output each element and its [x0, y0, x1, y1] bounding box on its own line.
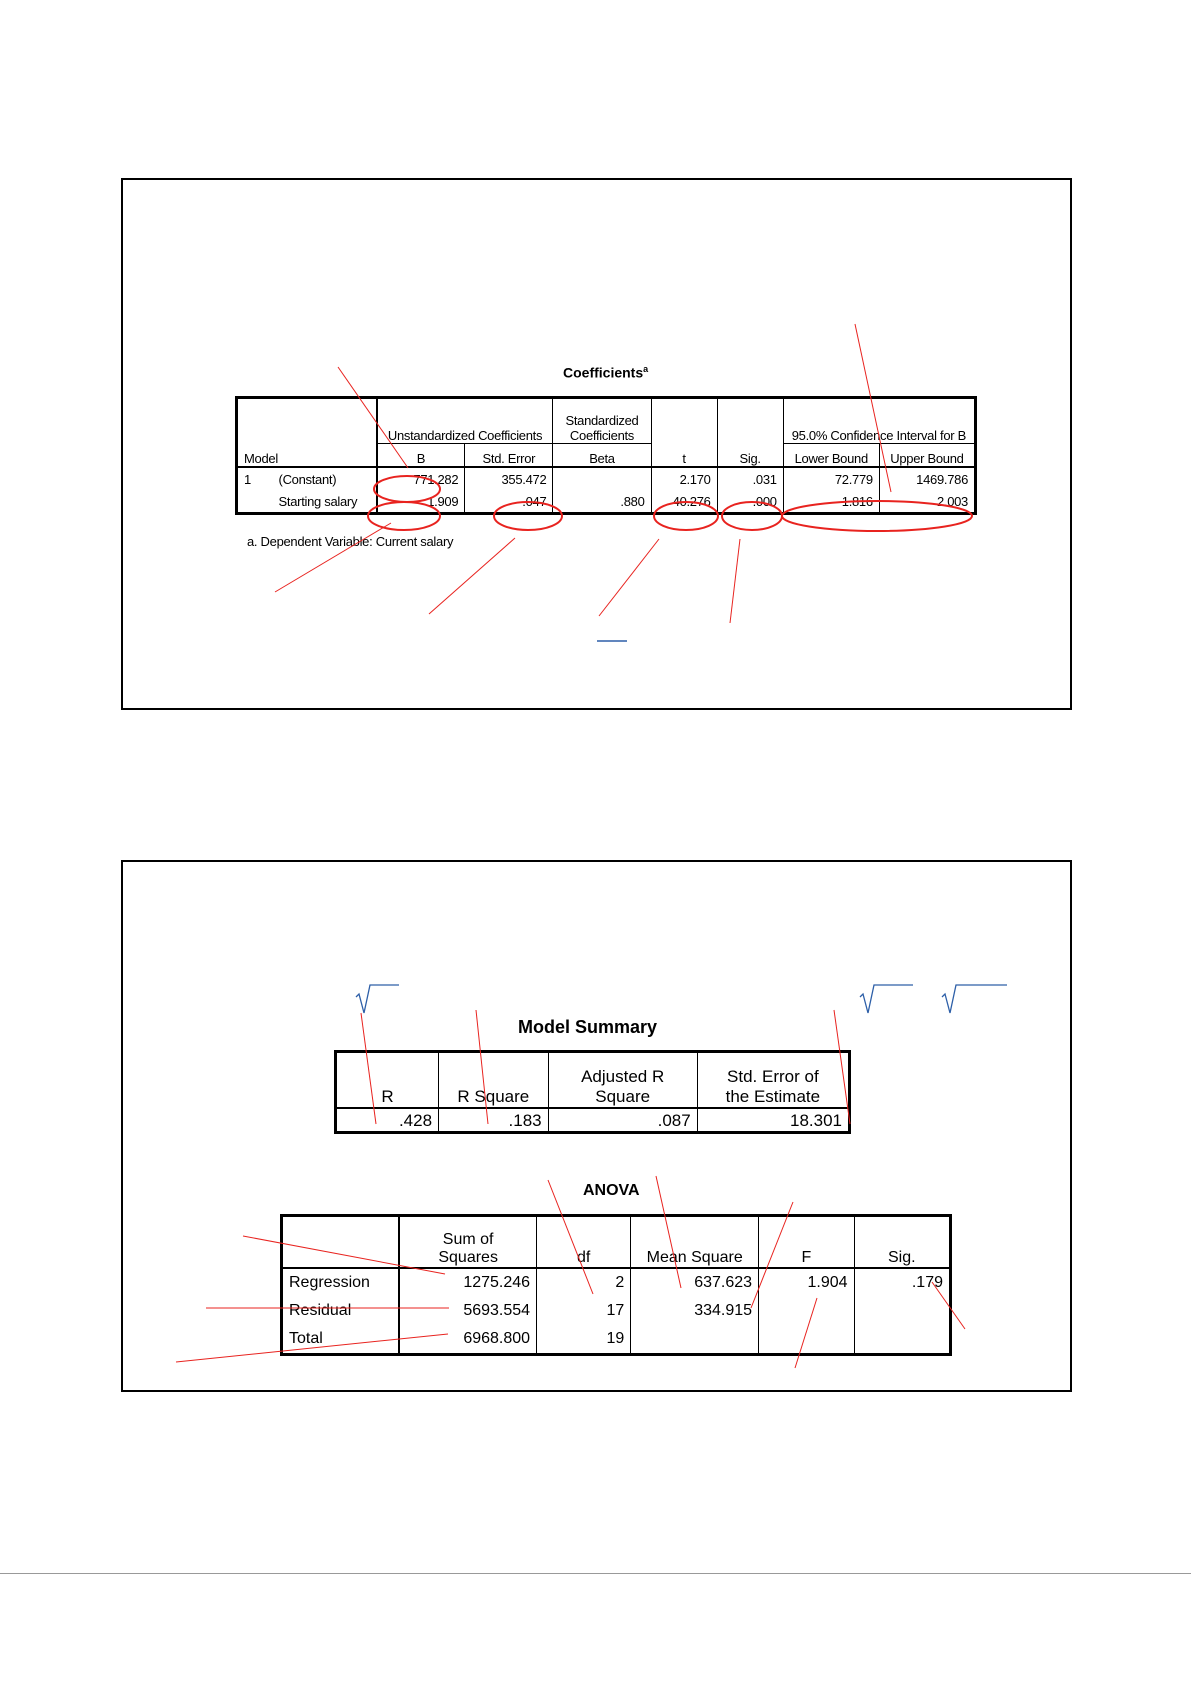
- annotation-line: [730, 539, 740, 623]
- coefficients-title-sup: a: [643, 364, 649, 374]
- highlight-ellipse: [368, 502, 440, 530]
- highlight-ellipse: [654, 502, 718, 530]
- highlight-ellipse: [494, 502, 562, 530]
- annotation-line: [176, 1334, 448, 1362]
- sqrt-symbol-icon: [942, 985, 1007, 1013]
- sqrt-symbol-icon: [356, 985, 399, 1013]
- row-label: Total: [282, 1325, 400, 1355]
- highlight-ellipse: [722, 502, 782, 530]
- cell-lower-bound: 72.779: [783, 467, 879, 490]
- annotation-line: [275, 523, 391, 592]
- annotation-line: [656, 1176, 681, 1288]
- anova-title: ANOVA: [583, 1182, 640, 1199]
- header-sum-line1: Sum of: [442, 1231, 494, 1248]
- model-summary-title: Model Summary: [518, 1017, 658, 1037]
- coefficients-slide: [121, 178, 1072, 710]
- cell-df: 17: [537, 1297, 631, 1325]
- model-number: 1: [244, 471, 251, 487]
- cell-lower-bound: 1.816: [783, 490, 879, 514]
- cell-std-error-estimate: 18.301: [697, 1108, 849, 1133]
- cell-df: 19: [537, 1325, 631, 1355]
- annotation-line: [855, 324, 891, 492]
- header-t: t: [682, 451, 686, 466]
- cell-t: 2.170: [651, 467, 717, 490]
- cell-sig: .031: [717, 467, 783, 490]
- cell-adjusted-r-square: .087: [548, 1108, 697, 1133]
- header-b: B: [416, 451, 426, 466]
- header-sig: Sig.: [739, 451, 761, 466]
- annotation-line: [243, 1236, 445, 1274]
- highlight-ellipse: [374, 476, 440, 502]
- row-label: Residual: [282, 1297, 400, 1325]
- header-beta: Beta: [589, 451, 615, 466]
- row-label: (Constant): [278, 471, 337, 487]
- coefficients-footnote: a. Dependent Variable: Current salary: [247, 534, 454, 549]
- annotation-line: [932, 1282, 965, 1329]
- header-standardized-1: Standardized: [565, 413, 639, 428]
- cell-std-error: .047: [465, 490, 553, 514]
- cell-t: 40.276: [651, 490, 717, 514]
- annotation-line: [548, 1180, 593, 1294]
- cell-sum-of-squares: 6968.800: [463, 1330, 531, 1347]
- annotation-line: [361, 1013, 376, 1124]
- header-r-square-text: R Square: [457, 1087, 530, 1106]
- header-lower-bound: Lower Bound: [794, 451, 868, 466]
- cell-beta: .880: [553, 490, 651, 514]
- cell-upper-bound: 2.003: [879, 490, 975, 514]
- cell-r: .428: [336, 1108, 439, 1133]
- annotation-line: [795, 1298, 817, 1368]
- cell-std-error: 355.472: [465, 467, 553, 490]
- header-std-error-line1: Std. Error of: [727, 1067, 819, 1086]
- cell-sig: .179: [854, 1268, 950, 1297]
- cell-sum-of-squares: 5693.554: [463, 1302, 531, 1319]
- highlight-ellipse: [782, 501, 972, 531]
- header-f: F: [759, 1216, 855, 1269]
- cell-mean-square: 334.915: [631, 1297, 759, 1325]
- header-standardized-2: Coefficients: [569, 428, 635, 443]
- annotation-line: [751, 1202, 793, 1308]
- annotation-line: [429, 538, 515, 614]
- annotation-line: [599, 539, 659, 616]
- header-r-text: R: [381, 1087, 394, 1106]
- cell-f: 1.904: [759, 1268, 855, 1297]
- cell-sig: .000: [717, 490, 783, 514]
- cell-mean-square: 637.623: [631, 1268, 759, 1297]
- coefficients-annotations: [123, 180, 1074, 712]
- header-adjusted-line2: Square: [595, 1087, 651, 1106]
- header-confidence-interval: 95.0% Confidence Interval for B: [791, 428, 966, 443]
- header-sig: Sig.: [854, 1216, 950, 1269]
- cell-sum-of-squares: 1275.246: [463, 1274, 531, 1291]
- header-adjusted-line1: Adjusted R: [581, 1067, 665, 1086]
- header-std-error-line2: the Estimate: [725, 1087, 821, 1106]
- row-label: Starting salary: [278, 493, 358, 509]
- page-footer-rule: [0, 1573, 1191, 1574]
- header-std-error: Std. Error: [482, 451, 536, 466]
- cell-b: 1.909: [377, 490, 465, 514]
- annotation-line: [476, 1010, 488, 1124]
- annotation-line: [834, 1010, 850, 1124]
- header-unstandardized: Unstandardized Coefficients: [387, 428, 543, 443]
- cell-b: 771.282: [377, 467, 465, 490]
- sqrt-symbol-icon: [860, 985, 913, 1013]
- cell-upper-bound: 1469.786: [879, 467, 975, 490]
- cell-r-square: .183: [439, 1108, 549, 1133]
- annotation-line: [338, 367, 408, 468]
- header-model: Model: [244, 451, 278, 466]
- row-label: Regression: [282, 1268, 400, 1297]
- model-summary-slide: [121, 860, 1072, 1392]
- header-df: df: [537, 1216, 631, 1269]
- header-sum-line2: Squares: [438, 1249, 498, 1266]
- anova-annotations: [123, 862, 1074, 1394]
- header-upper-bound: Upper Bound: [890, 451, 964, 466]
- cell-df: 2: [537, 1268, 631, 1297]
- coefficients-title-text: Coefficients: [563, 364, 644, 381]
- header-mean-square: Mean Square: [631, 1216, 759, 1269]
